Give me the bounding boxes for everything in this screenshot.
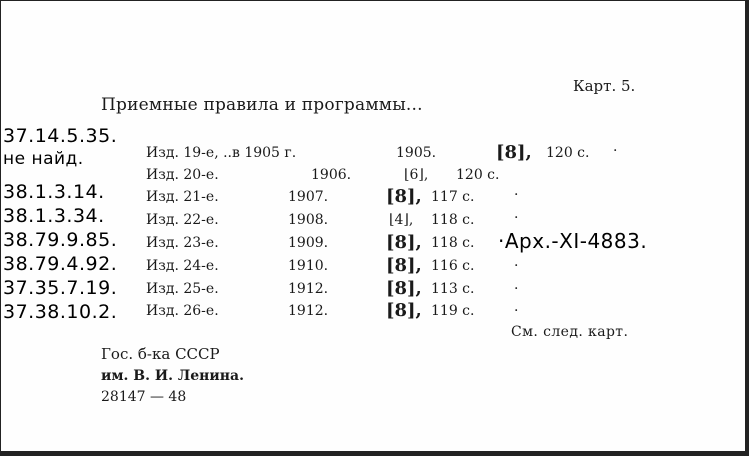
year: 1905. xyxy=(396,145,437,161)
edition: Изд. 23-е. xyxy=(146,235,219,251)
plates: [8], xyxy=(386,186,422,207)
plates: [8], xyxy=(386,278,422,299)
shelfmark: 38.79.4.92. xyxy=(3,253,118,275)
pages: 120 с. xyxy=(456,167,500,183)
year: 1908. xyxy=(288,212,329,228)
plates: [8], xyxy=(386,232,422,253)
year: 1910. xyxy=(288,258,329,274)
mark: · xyxy=(514,281,519,297)
mark: · xyxy=(514,210,519,226)
edition: Изд. 24-е. xyxy=(146,258,219,274)
card-title: Приемные правила и программы... xyxy=(101,95,423,115)
mark: · xyxy=(514,303,519,319)
pages: 118 с. xyxy=(431,212,475,228)
year: 1909. xyxy=(288,235,329,251)
plates: [8], xyxy=(386,255,422,276)
plates: ⌊4⌋, xyxy=(389,212,414,228)
shelfmark: 38.1.3.14. xyxy=(3,181,105,203)
shelfmark: 37.35.7.19. xyxy=(3,277,118,299)
pages: 120 с. xyxy=(546,145,590,161)
edition: Изд. 22-е. xyxy=(146,212,219,228)
year: 1912. xyxy=(288,281,329,297)
edition: Изд. 25-е. xyxy=(146,281,219,297)
edition: Изд. 19-е, ..в 1905 г. xyxy=(146,145,297,161)
plates: [8], xyxy=(386,300,422,321)
card-number: Карт. 5. xyxy=(573,77,636,95)
year: 1907. xyxy=(288,189,329,205)
shelfmark: 37.14.5.35. xyxy=(3,125,118,147)
pages: 119 с. xyxy=(431,303,475,319)
plates: [8], xyxy=(496,142,532,163)
mark: · xyxy=(514,258,519,274)
shelfmark: 38.79.9.85. xyxy=(3,229,118,251)
library-name: Гос. б-ка СССР xyxy=(101,345,220,363)
pages: 116 с. xyxy=(431,258,475,274)
edition: Изд. 21-е. xyxy=(146,189,219,205)
shelfmark: 37.38.10.2. xyxy=(3,301,118,323)
mark: · xyxy=(613,143,618,159)
edition: Изд. 20-е. xyxy=(146,167,219,183)
year: 1912. xyxy=(288,303,329,319)
pages: 113 с. xyxy=(431,281,475,297)
pages: 118 с. xyxy=(431,235,475,251)
library-name-line2: им. В. И. Ленина. xyxy=(101,368,244,384)
mark: · xyxy=(514,187,519,203)
print-number: 28147 — 48 xyxy=(101,389,187,405)
year: 1906. xyxy=(311,167,352,183)
plates: ⌊6⌋, xyxy=(404,167,429,183)
shelfmark: не найд. xyxy=(3,149,84,169)
edition: Изд. 26-е. xyxy=(146,303,219,319)
archive-note: ·Арх.-XI-4883. xyxy=(498,229,648,253)
shelfmark: 38.1.3.34. xyxy=(3,205,105,227)
see-next-card: См. след. карт. xyxy=(511,324,629,340)
pages: 117 с. xyxy=(431,189,475,205)
